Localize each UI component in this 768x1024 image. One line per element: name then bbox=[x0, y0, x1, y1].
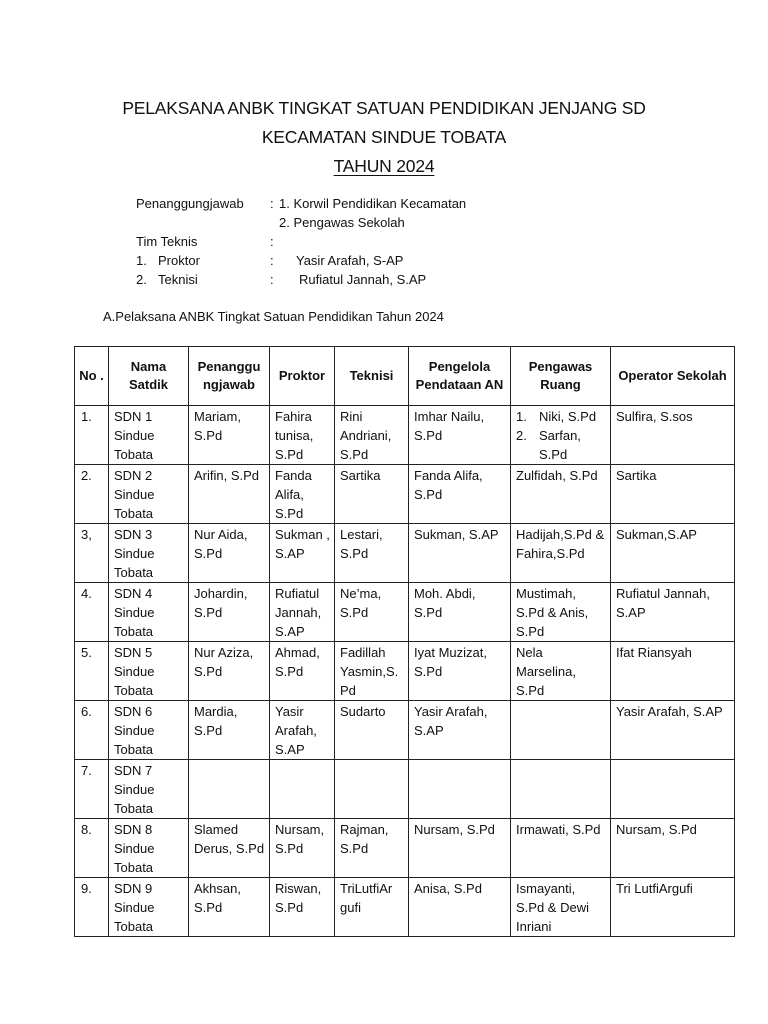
proktor-label: Proktor bbox=[158, 253, 200, 268]
table-header-row bbox=[75, 347, 735, 406]
cell-penanggungjawab: Mariam, S.Pd bbox=[189, 406, 270, 465]
cell-pengawas: Ismayanti, S.Pd & Dewi Inriani bbox=[511, 878, 611, 937]
header-pengawas-ruang: Pengawas Ruang bbox=[511, 347, 611, 406]
header-no: No . bbox=[75, 347, 109, 406]
cell-satdik: SDN 9 Sindue Tobata bbox=[109, 878, 189, 937]
cell-operator bbox=[611, 760, 735, 819]
cell-penanggungjawab: Johardin, S.Pd bbox=[189, 583, 270, 642]
cell-operator: Sukman,S.AP bbox=[611, 524, 735, 583]
cell-teknisi: Fadillah Yasmin,S. Pd bbox=[335, 642, 409, 701]
table-row bbox=[75, 701, 735, 760]
cell-proktor: Sukman , S.AP bbox=[270, 524, 335, 583]
cell-no: 3, bbox=[75, 524, 109, 583]
cell-pengelola: Iyat Muzizat, S.Pd bbox=[409, 642, 511, 701]
cell-teknisi: Rini Andriani, S.Pd bbox=[335, 406, 409, 465]
pengawas-name: Sarfan, S.Pd bbox=[539, 428, 581, 462]
colon: : bbox=[270, 234, 274, 249]
cell-proktor: Rufiatul Jannah, S.AP bbox=[270, 583, 335, 642]
cell-satdik: SDN 4 Sindue Tobata bbox=[109, 583, 189, 642]
cell-operator: Tri LutfiArgufi bbox=[611, 878, 735, 937]
cell-penanggungjawab: Slamed Derus, S.Pd bbox=[189, 819, 270, 878]
cell-penanggungjawab: Arifin, S.Pd bbox=[189, 465, 270, 524]
header-penanggungjawab: Penanggu ngjawab bbox=[189, 347, 270, 406]
colon: : bbox=[270, 272, 274, 287]
list-item: 2. Sarfan, S.Pd bbox=[516, 428, 581, 462]
proktor-value: Yasir Arafah, S-AP bbox=[296, 253, 404, 268]
cell-penanggungjawab bbox=[189, 760, 270, 819]
cell-pengelola: Moh. Abdi, S.Pd bbox=[409, 583, 511, 642]
cell-no: 9. bbox=[75, 878, 109, 937]
table-row bbox=[75, 642, 735, 701]
table-row bbox=[75, 406, 735, 465]
header-teknisi: Teknisi bbox=[335, 347, 409, 406]
cell-proktor: Fanda Alifa, S.Pd bbox=[270, 465, 335, 524]
cell-satdik: SDN 7 Sindue Tobata bbox=[109, 760, 189, 819]
cell-operator: Sulfira, S.sos bbox=[611, 406, 735, 465]
pengawas-list bbox=[511, 407, 606, 464]
teknisi-label: Teknisi bbox=[158, 272, 198, 287]
cell-pengelola: Yasir Arafah, S.AP bbox=[409, 701, 511, 760]
table-row bbox=[75, 524, 735, 583]
cell-teknisi: Lestari, S.Pd bbox=[335, 524, 409, 583]
cell-no: 1. bbox=[75, 406, 109, 465]
pelaksana-table bbox=[74, 346, 735, 937]
penanggungjawab-value-2: 2. Pengawas Sekolah bbox=[279, 215, 405, 230]
table-row bbox=[75, 465, 735, 524]
header-proktor: Proktor bbox=[270, 347, 335, 406]
cell-pengawas: Hadijah,S.Pd & Fahira,S.Pd bbox=[511, 524, 611, 583]
cell-pengawas: Nela Marselina, S.Pd bbox=[511, 642, 611, 701]
cell-proktor bbox=[270, 760, 335, 819]
cell-satdik: SDN 8 Sindue Tobata bbox=[109, 819, 189, 878]
cell-proktor: Ahmad, S.Pd bbox=[270, 642, 335, 701]
cell-no: 8. bbox=[75, 819, 109, 878]
cell-teknisi bbox=[335, 760, 409, 819]
list-item: 1. Niki, S.Pd bbox=[516, 409, 597, 424]
cell-pengawas: Zulfidah, S.Pd bbox=[511, 465, 611, 524]
section-heading: A.Pelaksana ANBK Tingkat Satuan Pendidikan Tahun 2024 bbox=[103, 309, 444, 324]
cell-operator: Rufiatul Jannah, S.AP bbox=[611, 583, 735, 642]
cell-satdik: SDN 1 Sindue Tobata bbox=[109, 406, 189, 465]
header-nama-satdik: Nama Satdik bbox=[109, 347, 189, 406]
cell-penanggungjawab: Nur Aida, S.Pd bbox=[189, 524, 270, 583]
cell-pengelola: Sukman, S.AP bbox=[409, 524, 511, 583]
penanggungjawab-label: Penanggungjawab bbox=[136, 196, 244, 211]
cell-no: 7. bbox=[75, 760, 109, 819]
cell-no: 2. bbox=[75, 465, 109, 524]
table-row bbox=[75, 878, 735, 937]
title-line-1: PELAKSANA ANBK TINGKAT SATUAN PENDIDIKAN JENJANG SD bbox=[122, 98, 646, 118]
penanggungjawab-value-1: 1. Korwil Pendidikan Kecamatan bbox=[279, 196, 467, 211]
cell-operator: Yasir Arafah, S.AP bbox=[611, 701, 735, 760]
cell-proktor: Yasir Arafah, S.AP bbox=[270, 701, 335, 760]
cell-teknisi: Sartika bbox=[335, 465, 409, 524]
cell-no: 5. bbox=[75, 642, 109, 701]
title-line-2: KECAMATAN SINDUE TOBATA bbox=[261, 127, 507, 147]
cell-pengelola: Anisa, S.Pd bbox=[409, 878, 511, 937]
cell-operator: Ifat Riansyah bbox=[611, 642, 735, 701]
cell-pengawas bbox=[511, 701, 611, 760]
proktor-number: 1. bbox=[136, 253, 147, 268]
cell-pengawas: Mustimah, S.Pd & Anis, S.Pd bbox=[511, 583, 611, 642]
cell-teknisi: TriLutfiAr gufi bbox=[335, 878, 409, 937]
cell-teknisi: Ne’ma, S.Pd bbox=[335, 583, 409, 642]
cell-pengawas: Irmawati, S.Pd bbox=[511, 819, 611, 878]
cell-penanggungjawab: Nur Aziza, S.Pd bbox=[189, 642, 270, 701]
table-row bbox=[75, 583, 735, 642]
title-line-3: TAHUN 2024 bbox=[333, 156, 435, 176]
header-operator-sekolah: Operator Sekolah bbox=[611, 347, 735, 406]
cell-pengelola bbox=[409, 760, 511, 819]
header-pengelola-pendataan: Pengelola Pendataan AN bbox=[409, 347, 511, 406]
cell-pengelola: Nursam, S.Pd bbox=[409, 819, 511, 878]
cell-pengelola: Fanda Alifa, S.Pd bbox=[409, 465, 511, 524]
cell-pengelola: Imhar Nailu, S.Pd bbox=[409, 406, 511, 465]
cell-proktor: Fahira tunisa, S.Pd bbox=[270, 406, 335, 465]
table-row bbox=[75, 819, 735, 878]
colon: : bbox=[270, 253, 274, 268]
cell-proktor: Nursam, S.Pd bbox=[270, 819, 335, 878]
cell-pengawas bbox=[511, 406, 611, 465]
tim-teknis-label: Tim Teknis bbox=[136, 234, 198, 249]
cell-satdik: SDN 5 Sindue Tobata bbox=[109, 642, 189, 701]
table-row bbox=[75, 760, 735, 819]
cell-penanggungjawab: Mardia, S.Pd bbox=[189, 701, 270, 760]
cell-satdik: SDN 2 Sindue Tobata bbox=[109, 465, 189, 524]
cell-no: 4. bbox=[75, 583, 109, 642]
teknisi-value: Rufiatul Jannah, S.AP bbox=[299, 272, 427, 287]
cell-satdik: SDN 6 Sindue Tobata bbox=[109, 701, 189, 760]
cell-operator: Sartika bbox=[611, 465, 735, 524]
cell-operator: Nursam, S.Pd bbox=[611, 819, 735, 878]
cell-satdik: SDN 3 Sindue Tobata bbox=[109, 524, 189, 583]
document-title bbox=[0, 94, 768, 181]
cell-pengawas bbox=[511, 760, 611, 819]
teknisi-number: 2. bbox=[136, 272, 147, 287]
cell-teknisi: Sudarto bbox=[335, 701, 409, 760]
pengawas-name: Niki, S.Pd bbox=[539, 409, 597, 424]
cell-proktor: Riswan, S.Pd bbox=[270, 878, 335, 937]
colon: : bbox=[270, 196, 274, 211]
cell-penanggungjawab: Akhsan, S.Pd bbox=[189, 878, 270, 937]
cell-no: 6. bbox=[75, 701, 109, 760]
cell-teknisi: Rajman, S.Pd bbox=[335, 819, 409, 878]
